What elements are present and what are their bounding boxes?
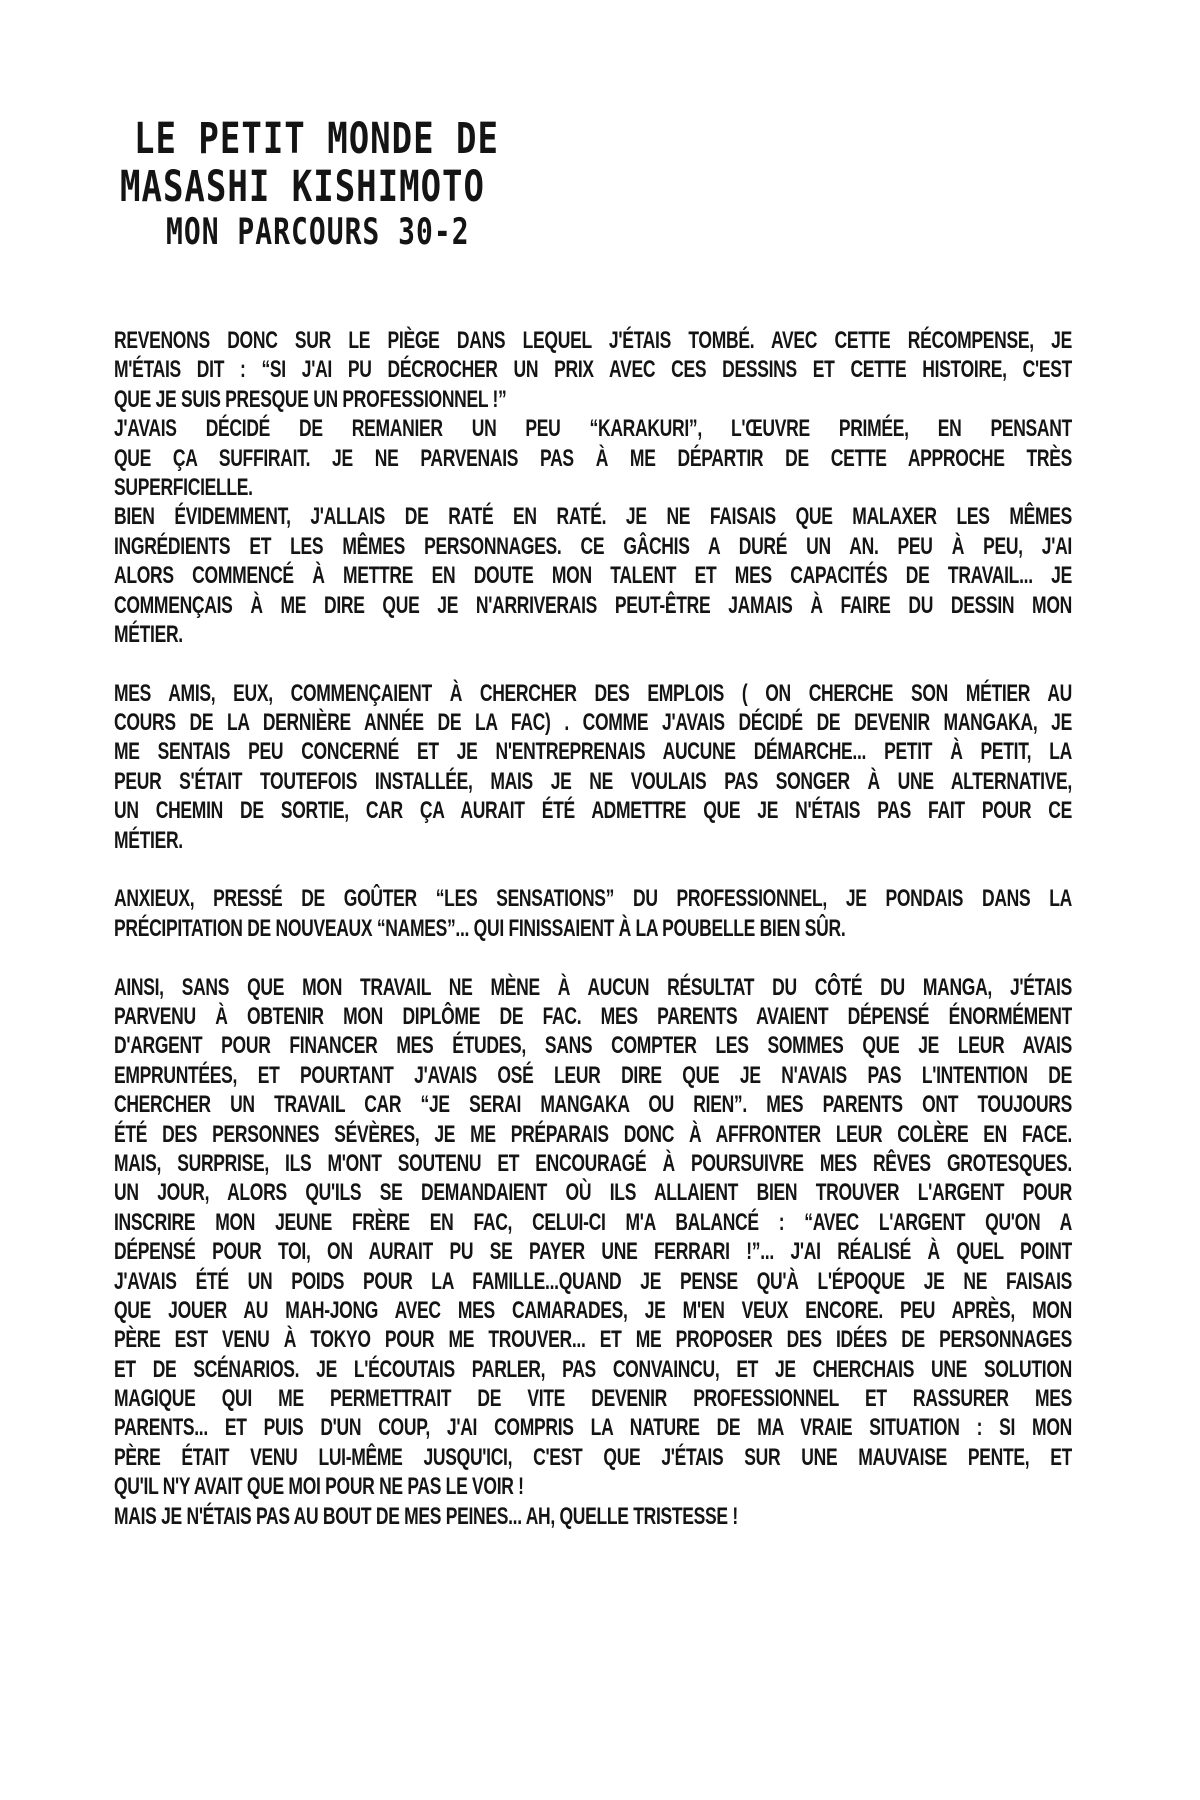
page-title-line-2: MASASHI KISHIMOTO [120,162,485,213]
text-line: PARVENU À OBTENIR MON DIPLÔME DE FAC. MES PARENTS AVAIENT DÉPENSÉ ÉNORMÉMENT [114,1002,1072,1030]
text-line: PÈRE EST VENU À TOKYO POUR ME TROUVER... ET ME PROPOSER DES IDÉES DE PERSONNAGES [114,1325,1072,1353]
text-line: MES AMIS, EUX, COMMENÇAIENT À CHERCHER DES EMPLOIS ( ON CHERCHE SON MÉTIER AU [114,678,1072,706]
text-line: SUPERFICIELLE. [114,473,253,501]
text-line: QU'IL N'Y AVAIT QUE MOI POUR NE PAS LE VOIR ! [114,1472,524,1500]
text-line: UN JOUR, ALORS QU'ILS SE DEMANDAIENT OÙ ILS ALLAIENT BIEN TROUVER L'ARGENT POUR [114,1178,1072,1206]
text-line: PEUR S'ÉTAIT TOUTEFOIS INSTALLÉE, MAIS JE NE VOULAIS PAS SONGER À UNE ALTERNATIVE, [114,767,1072,795]
text-line: QUE ÇA SUFFIRAIT. JE NE PARVENAIS PAS À ME DÉPARTIR DE CETTE APPROCHE TRÈS [114,443,1072,471]
text-line: ALORS COMMENCÉ À METTRE EN DOUTE MON TALENT ET MES CAPACITÉS DE TRAVAIL... JE [114,561,1072,589]
text-line: ANXIEUX, PRESSÉ DE GOÛTER “LES SENSATIONS” DU PROFESSIONNEL, JE PONDAIS DANS LA [114,884,1072,912]
text-line: PÈRE ÉTAIT VENU LUI-MÊME JUSQU'ICI, C'EST QUE J'ÉTAIS SUR UNE MAUVAISE PENTE, ET [114,1443,1072,1471]
text-line: INGRÉDIENTS ET LES MÊMES PERSONNAGES. CE GÂCHIS A DURÉ UN AN. PEU À PEU, J'AI [114,531,1072,559]
text-line: ET DE SCÉNARIOS. JE L'ÉCOUTAIS PARLER, PAS CONVAINCU, ET JE CHERCHAIS UNE SOLUTION [114,1354,1072,1382]
text-line: M'ÉTAIS DIT : “SI J'AI PU DÉCROCHER UN PRIX AVEC CES DESSINS ET CETTE HISTOIRE, C'EST [114,355,1072,383]
text-line: D'ARGENT POUR FINANCER MES ÉTUDES, SANS COMPTER LES SOMMES QUE JE LEUR AVAIS [114,1031,1072,1059]
text-line: INSCRIRE MON JEUNE FRÈRE EN FAC, CELUI-CI M'A BALANCÉ : “AVEC L'ARGENT QU'ON A [114,1207,1072,1235]
text-line: MAIS JE N'ÉTAIS PAS AU BOUT DE MES PEINES... AH, QUELLE TRISTESSE ! [114,1501,738,1529]
text-line: COURS DE LA DERNIÈRE ANNÉE DE LA FAC) . COMME J'AVAIS DÉCIDÉ DE DEVENIR MANGAKA, JE [114,708,1072,736]
text-line: REVENONS DONC SUR LE PIÈGE DANS LEQUEL J'ÉTAIS TOMBÉ. AVEC CETTE RÉCOMPENSE, JE [114,326,1072,354]
text-line: BIEN ÉVIDEMMENT, J'ALLAIS DE RATÉ EN RATÉ. JE NE FAISAIS QUE MALAXER LES MÊMES [114,502,1072,530]
page-subtitle: MON PARCOURS 30-2 [166,210,470,253]
text-line: MAGIQUE QUI ME PERMETTRAIT DE VITE DEVENIR PROFESSIONNEL ET RASSURER MES [114,1384,1072,1412]
text-line: QUE JE SUIS PRESQUE UN PROFESSIONNEL !” [114,385,507,413]
text-line: DÉPENSÉ POUR TOI, ON AURAIT PU SE PAYER UNE FERRARI !”... J'AI RÉALISÉ À QUEL POINT [114,1237,1072,1265]
text-line: PRÉCIPITATION DE NOUVEAUX “NAMES”... QUI FINISSAIENT À LA POUBELLE BIEN SÛR. [114,914,846,942]
text-line: PARENTS... ET PUIS D'UN COUP, J'AI COMPRIS LA NATURE DE MA VRAIE SITUATION : SI MON [114,1413,1072,1441]
text-line: J'AVAIS DÉCIDÉ DE REMANIER UN PEU “KARAKURI”, L'ŒUVRE PRIMÉE, EN PENSANT [114,414,1072,442]
text-line: MÉTIER. [114,620,183,648]
text-line: MAIS, SURPRISE, ILS M'ONT SOUTENU ET ENCOURAGÉ À POURSUIVRE MES RÊVES GROTESQUES. [114,1149,1072,1177]
body-text [114,326,1072,1531]
text-line: COMMENÇAIS À ME DIRE QUE JE N'ARRIVERAIS PEUT-ÊTRE JAMAIS À FAIRE DU DESSIN MON [114,590,1072,618]
text-line: EMPRUNTÉES, ET POURTANT J'AVAIS OSÉ LEUR DIRE QUE JE N'AVAIS PAS L'INTENTION DE [114,1061,1072,1089]
page-title-line-1: LE PETIT MONDE DE [134,114,499,165]
text-line: ME SENTAIS PEU CONCERNÉ ET JE N'ENTREPRENAIS AUCUNE DÉMARCHE... PETIT À PETIT, LA [114,737,1072,765]
text-line: AINSI, SANS QUE MON TRAVAIL NE MÈNE À AUCUN RÉSULTAT DU CÔTÉ DU MANGA, J'ÉTAIS [114,972,1072,1000]
text-line: J'AVAIS ÉTÉ UN POIDS POUR LA FAMILLE...QUAND JE PENSE QU'À L'ÉPOQUE JE NE FAISAIS [114,1266,1072,1294]
text-line: UN CHEMIN DE SORTIE, CAR ÇA AURAIT ÉTÉ ADMETTRE QUE JE N'ÉTAIS PAS FAIT POUR CE [114,796,1072,824]
text-line: MÉTIER. [114,825,183,853]
title-block [120,114,580,254]
text-line: ÉTÉ DES PERSONNES SÉVÈRES, JE ME PRÉPARAIS DONC À AFFRONTER LEUR COLÈRE EN FACE. [114,1119,1072,1147]
text-line: CHERCHER UN TRAVAIL CAR “JE SERAI MANGAKA OU RIEN”. MES PARENTS ONT TOUJOURS [114,1090,1072,1118]
text-line: QUE JOUER AU MAH-JONG AVEC MES CAMARADES, JE M'EN VEUX ENCORE. PEU APRÈS, MON [114,1296,1072,1324]
